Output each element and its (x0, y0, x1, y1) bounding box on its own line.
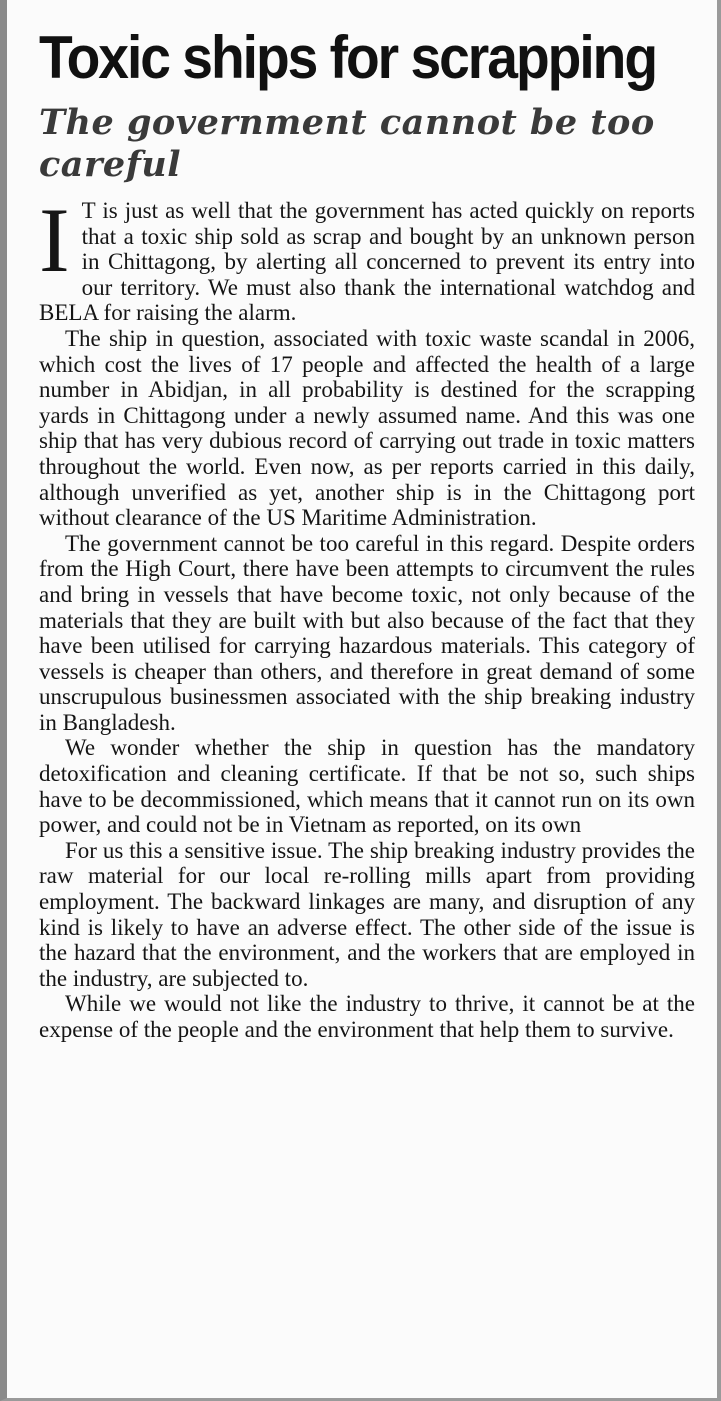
paragraph-1 (39, 189, 695, 326)
paragraph-3: The government cannot be too careful in this regard. Despite orders from the High Court, there have been attempts to circumvent the rules and bring in vessels that have become toxic, not only because of the materials that they are built with but also because of the fact that they have been utilised for carrying hazardous materials. This category of vessels is cheaper than others, and therefore in great demand of some unscrupulous businessmen associated with the ship breaking industry in Bangladesh. (39, 530, 695, 735)
editorial-article (39, 22, 695, 1043)
paragraph-1-text: T is just as well that the government has acted quickly on reports that a toxic ship sold as scrap and bought by an unknown person in Chittagong, by alerting all concerned to prevent its entry into our territory. We must also thank the international watchdog and BELA for raising the alarm. (39, 198, 695, 326)
article-body (39, 189, 695, 1043)
paragraph-5: For us this a sensitive issue. The ship breaking industry provides the raw material for our local re-rolling mills apart from providing employment. The backward linkages are many, and disruption of any kind is likely to have an adverse effect. The other side of the issue is the hazard that the environment, and the workers that are employed in the industry, are subjected to. (39, 837, 695, 991)
drop-cap: I (39, 189, 70, 291)
paragraph-2: The ship in question, associated with toxic waste scandal in 2006, which cost the lives of 17 people and affected the health of a large number in Abidjan, in all probability is destined for the scrapping yards in Chittagong under a newly assumed name. And this was one ship that has very dubious record of carrying out trade in toxic matters throughout the world. Even now, as per reports carried in this daily, although unverified as yet, another ship is in the Chittagong port without clearance of the US Maritime Administration. (39, 325, 695, 531)
subheadline: The government cannot be too careful (39, 102, 655, 185)
headline: Toxic ships for scrapping (39, 24, 657, 91)
paragraph-4: We wonder whether the ship in question has the mandatory detoxification and cleaning certificate. If that be not so, such ships have to be decommissioned, which means that it cannot run on its own power, and could not be in Vietnam as reported, on its own (39, 735, 695, 838)
paragraph-6: While we would not like the industry to thrive, it cannot be at the expense of the people and the environment that help them to survive. (39, 991, 695, 1042)
